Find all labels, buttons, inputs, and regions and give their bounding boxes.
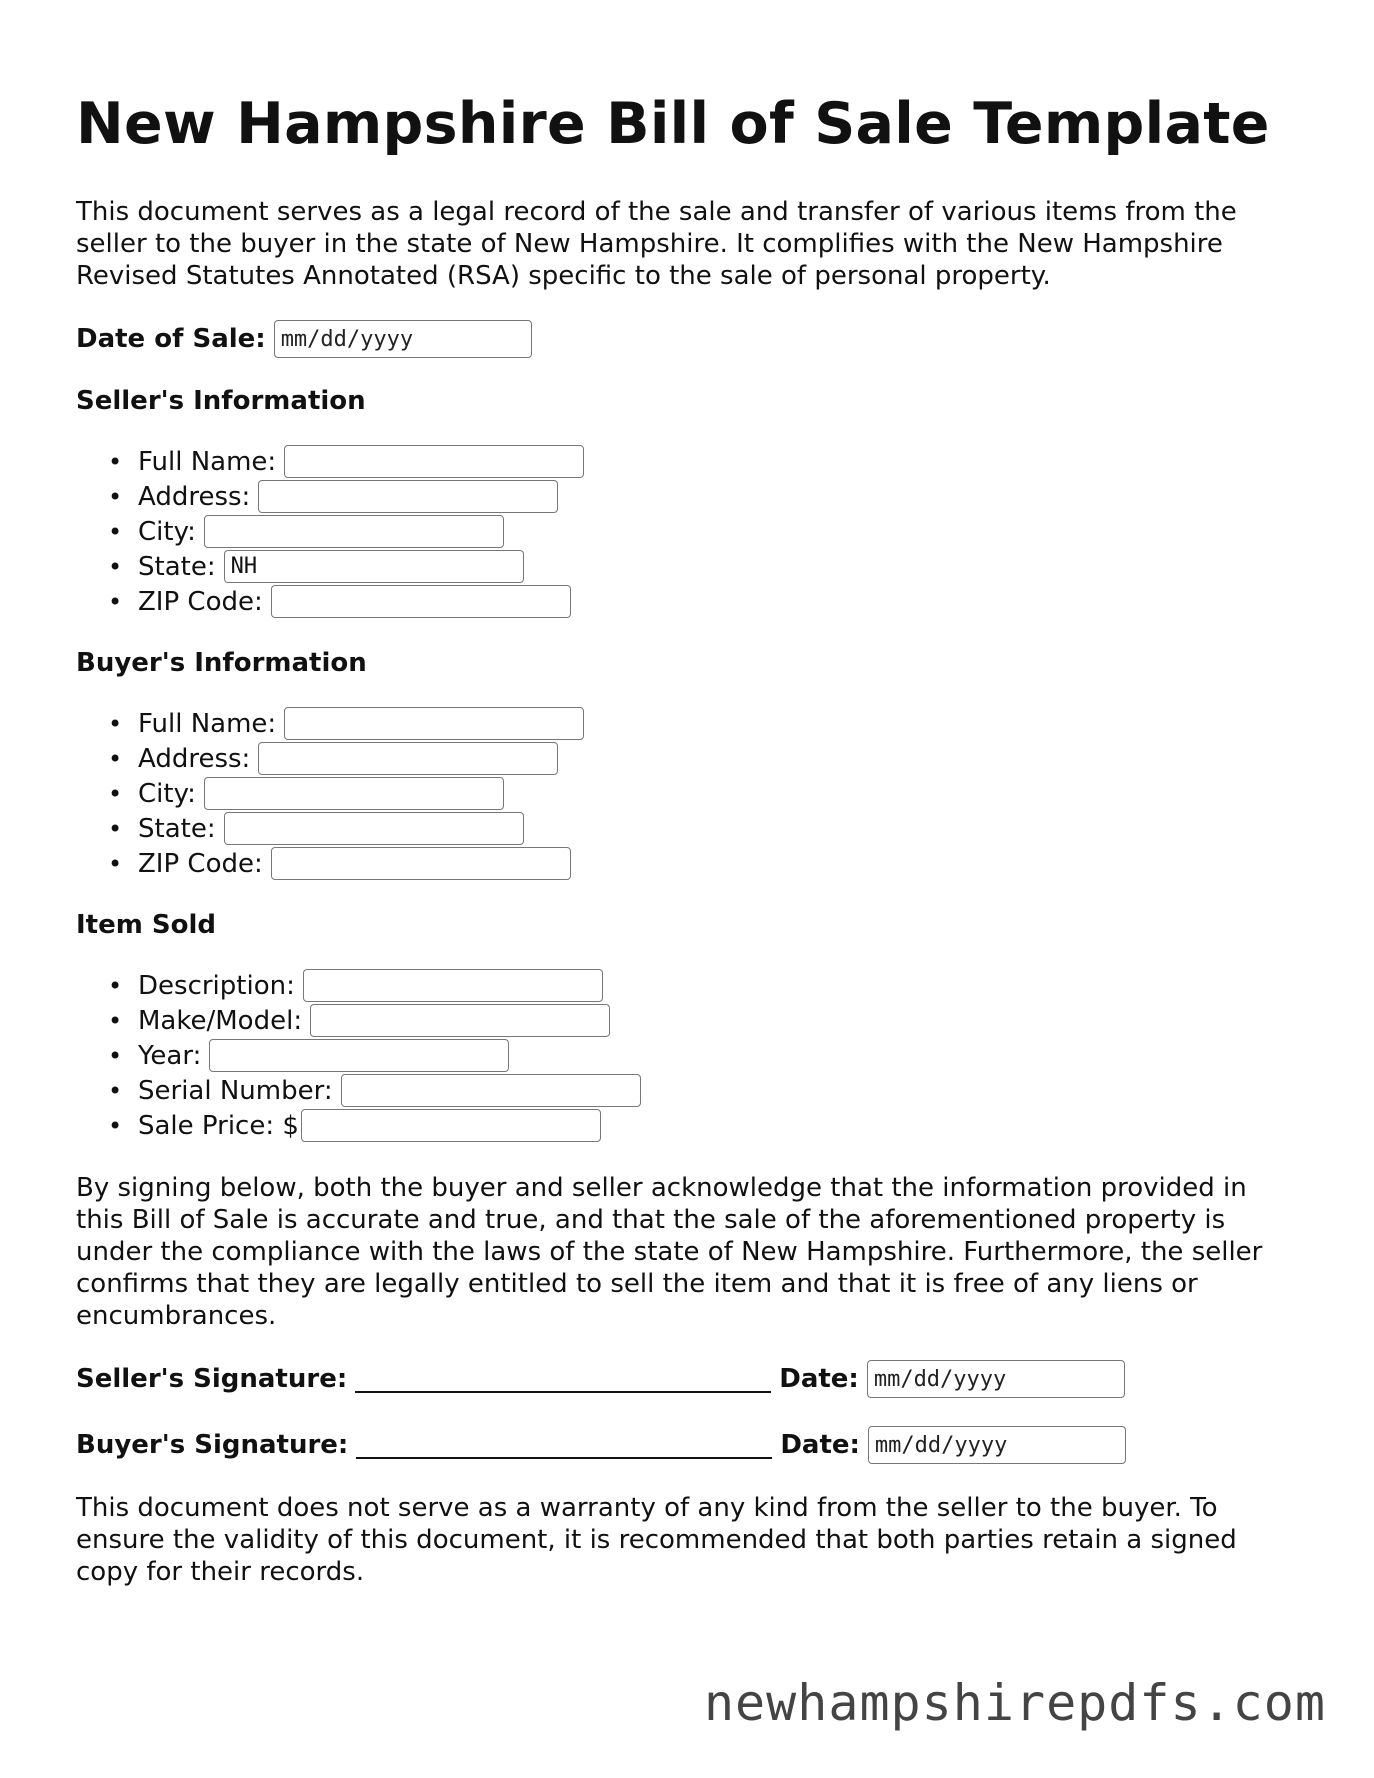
seller-state-input[interactable]: [224, 550, 524, 583]
buyer-full-name-label: Full Name:: [138, 708, 277, 739]
list-item: [108, 706, 584, 741]
seller-full-name-label: Full Name:: [138, 446, 277, 477]
buyer-fields-list: [108, 706, 584, 881]
item-make-model-input[interactable]: [310, 1004, 610, 1037]
buyer-info-heading: Buyer's Information: [76, 648, 367, 678]
date-of-sale-row: [76, 320, 532, 358]
list-item: [108, 444, 584, 479]
bullet-icon: •: [108, 482, 123, 511]
buyer-city-label: City:: [138, 778, 196, 809]
list-item: [108, 479, 584, 514]
item-description-label: Description:: [138, 970, 295, 1001]
date-of-sale-label: Date of Sale:: [76, 324, 266, 354]
buyer-state-input[interactable]: [224, 812, 524, 845]
watermark: newhampshirepdfs.com: [703, 1674, 1326, 1732]
buyer-address-label: Address:: [138, 743, 251, 774]
item-fields-list: [108, 968, 641, 1143]
bullet-icon: •: [108, 447, 123, 476]
seller-city-input[interactable]: [204, 515, 504, 548]
list-item: [108, 514, 584, 549]
bullet-icon: •: [108, 517, 123, 546]
bullet-icon: •: [108, 1041, 123, 1070]
seller-city-label: City:: [138, 516, 196, 547]
list-item: [108, 1073, 641, 1108]
list-item: [108, 741, 584, 776]
list-item: [108, 1038, 641, 1073]
seller-zip-label: ZIP Code:: [138, 586, 263, 617]
item-year-input[interactable]: [209, 1039, 509, 1072]
seller-full-name-input[interactable]: [284, 445, 584, 478]
item-sold-heading: Item Sold: [76, 910, 216, 940]
item-year-label: Year:: [138, 1040, 202, 1071]
item-price-label: Sale Price: $: [138, 1110, 299, 1141]
item-make-model-label: Make/Model:: [138, 1005, 303, 1036]
bullet-icon: •: [108, 779, 123, 808]
buyer-date-label: Date:: [780, 1430, 860, 1460]
item-serial-input[interactable]: [341, 1074, 641, 1107]
seller-address-input[interactable]: [258, 480, 558, 513]
buyer-date-input[interactable]: [868, 1426, 1126, 1464]
bullet-icon: •: [108, 1076, 123, 1105]
bullet-icon: •: [108, 971, 123, 1000]
list-item: [108, 968, 641, 1003]
buyer-full-name-input[interactable]: [284, 707, 584, 740]
acknowledgement-paragraph: By signing below, both the buyer and seller acknowledge that the information provided in this Bill of Sale is accurate and true, and that the sale of the aforementioned property is under the compliance with the laws of the state of New Hampshire. Furthermore, the seller confirms that they are legally entitled to sell the item and that it is free of any liens or encumbrances.: [76, 1173, 1263, 1331]
list-item: [108, 549, 584, 584]
disclaimer-paragraph: This document does not serve as a warranty of any kind from the seller to the buyer. To ensure the validity of this document, it is recommended that both parties retain a signed copy for their records.: [76, 1493, 1237, 1587]
intro-paragraph: This document serves as a legal record of the sale and transfer of various items from the seller to the buyer in the state of New Hampshire. It complifies with the New Hampshire Revised Statutes Annotated (RSA) specific to the sale of personal property.: [76, 197, 1237, 291]
buyer-zip-input[interactable]: [271, 847, 571, 880]
date-of-sale-input[interactable]: [274, 320, 532, 358]
seller-signature-line[interactable]: [355, 1365, 771, 1393]
list-item: [108, 1108, 641, 1143]
seller-date-label: Date:: [779, 1364, 859, 1394]
buyer-address-input[interactable]: [258, 742, 558, 775]
buyer-signature-line[interactable]: [356, 1431, 772, 1459]
buyer-city-input[interactable]: [204, 777, 504, 810]
page-title: New Hampshire Bill of Sale Template: [76, 91, 1270, 157]
list-item: [108, 846, 584, 881]
seller-zip-input[interactable]: [271, 585, 571, 618]
bullet-icon: •: [108, 552, 123, 581]
list-item: [108, 776, 584, 811]
bullet-icon: •: [108, 709, 123, 738]
bullet-icon: •: [108, 814, 123, 843]
buyer-zip-label: ZIP Code:: [138, 848, 263, 879]
buyer-signature-row: [76, 1426, 1126, 1464]
seller-info-heading: Seller's Information: [76, 386, 366, 416]
list-item: [108, 1003, 641, 1038]
seller-signature-label: Seller's Signature:: [76, 1364, 348, 1394]
item-description-input[interactable]: [303, 969, 603, 1002]
bullet-icon: •: [108, 744, 123, 773]
list-item: [108, 811, 584, 846]
bullet-icon: •: [108, 587, 123, 616]
seller-address-label: Address:: [138, 481, 251, 512]
seller-date-input[interactable]: [867, 1360, 1125, 1398]
item-serial-label: Serial Number:: [138, 1075, 333, 1106]
list-item: [108, 584, 584, 619]
seller-signature-row: [76, 1360, 1125, 1398]
seller-state-label: State:: [138, 551, 216, 582]
buyer-signature-label: Buyer's Signature:: [76, 1430, 349, 1460]
buyer-state-label: State:: [138, 813, 216, 844]
item-price-input[interactable]: [301, 1109, 601, 1142]
bullet-icon: •: [108, 1111, 123, 1140]
seller-fields-list: [108, 444, 584, 619]
bullet-icon: •: [108, 1006, 123, 1035]
bullet-icon: •: [108, 849, 123, 878]
